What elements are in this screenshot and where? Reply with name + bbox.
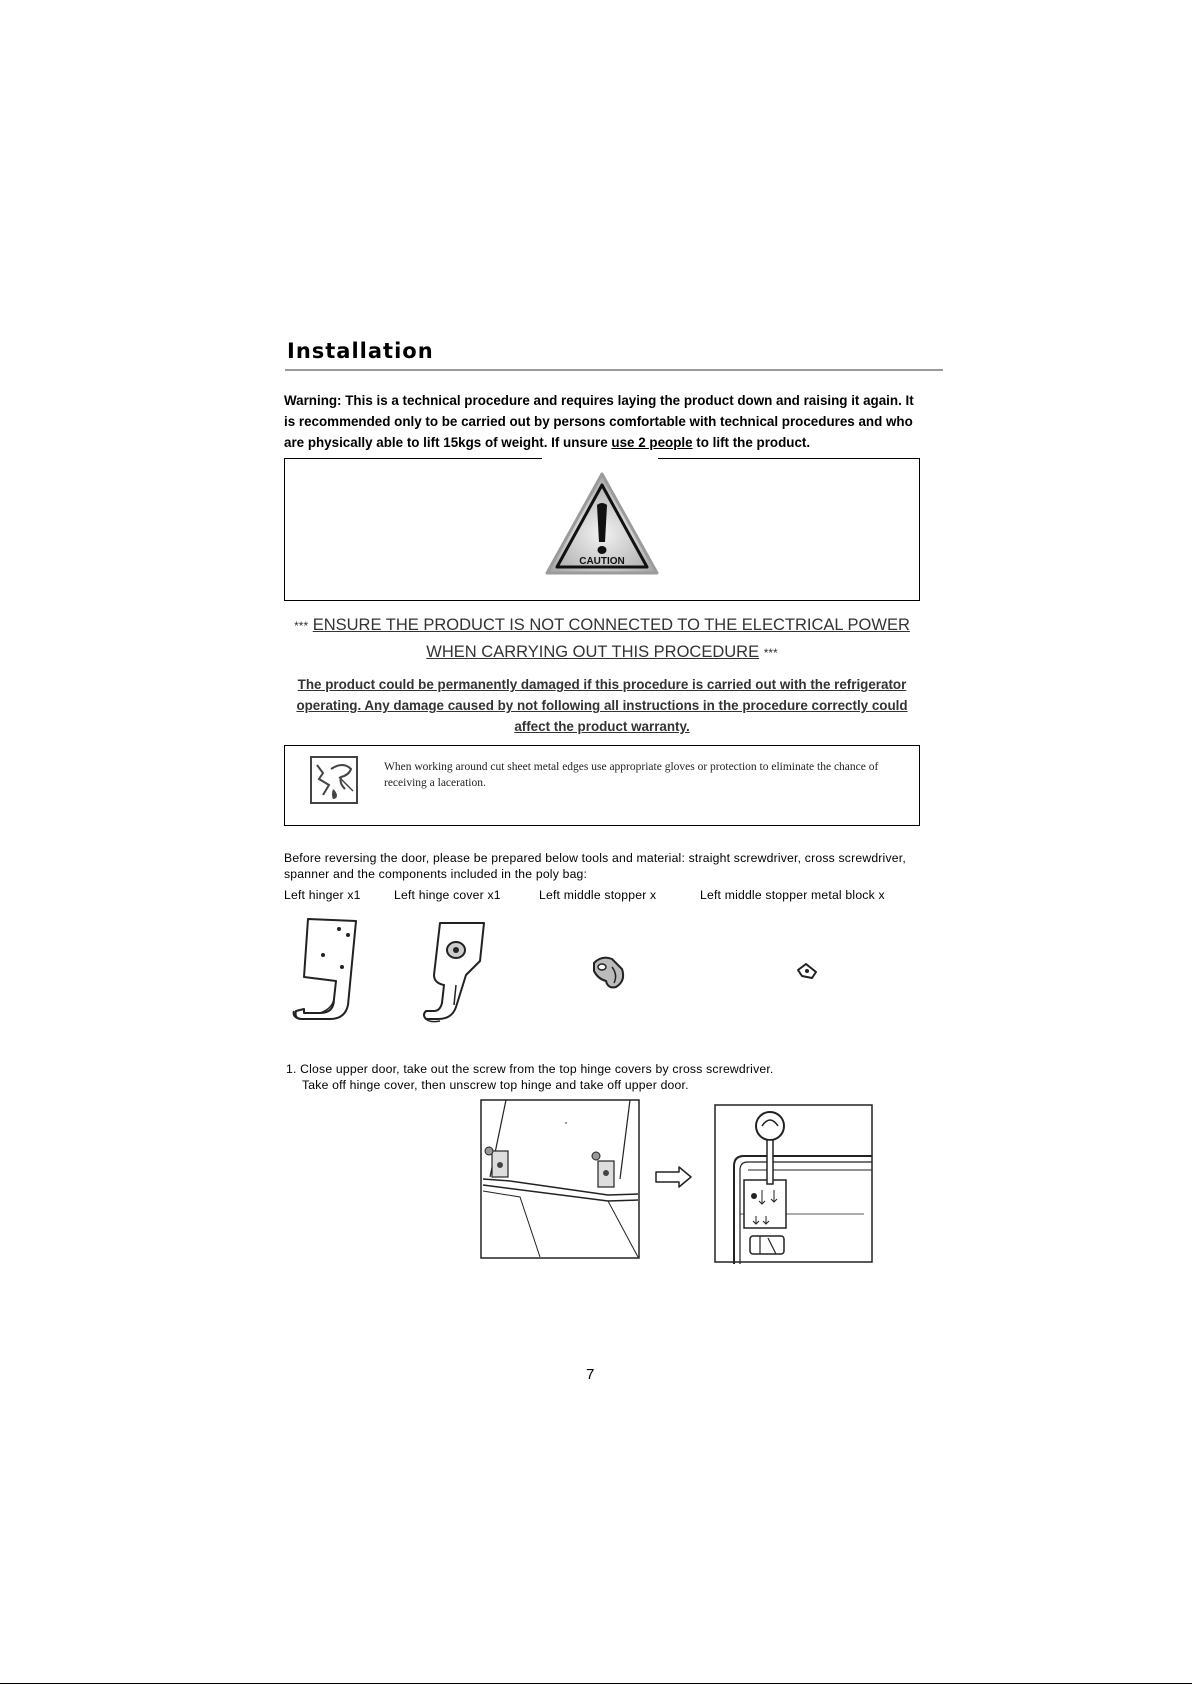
ensure-line-1: ENSURE THE PRODUCT IS NOT CONNECTED TO THE ELECTRICAL POWER — [312, 616, 910, 634]
hinge-screwdriver-figure — [714, 1104, 874, 1264]
warning-underlined: use 2 people — [611, 435, 693, 450]
fridge-top-door-figure — [480, 1099, 641, 1259]
warning-text-after: to lift the product. — [692, 435, 811, 450]
title-divider — [285, 369, 943, 371]
stars-left: *** — [294, 619, 309, 633]
ensure-power-notice — [284, 612, 920, 666]
part-label-left-hinger: Left hinger x1 — [284, 888, 361, 902]
ensure-line-2: WHEN CARRYING OUT THIS PROCEDURE — [426, 643, 760, 661]
step-1-line-2: Take off hinge cover, then unscrew top hinge and take off upper door. — [302, 1078, 689, 1092]
page-title: Installation — [287, 339, 434, 363]
stars-right: *** — [763, 646, 778, 660]
caution-frame-gap — [542, 455, 658, 461]
warning-text-before: Warning: This is a technical procedure and requires laying the product down and raising it again. It is recommended only to be carried out by persons comfortable with technical procedures and who are physically able to lift 15kgs of weight. If unsure — [284, 393, 914, 450]
arrow-right-icon — [655, 1166, 693, 1188]
caution-triangle-icon — [544, 471, 660, 578]
bottom-divider — [0, 1683, 1192, 1684]
stopper-metal-block-drawing — [796, 962, 818, 980]
step-1-line-1: 1. Close upper door, take out the screw from the top hinge covers by cross screwdriver. — [286, 1062, 774, 1076]
left-hinger-drawing — [290, 915, 362, 1025]
step-1-instructions — [286, 1061, 926, 1093]
left-middle-stopper-drawing — [588, 953, 628, 991]
left-hinge-cover-drawing — [420, 915, 490, 1025]
cut-hazard-icon — [309, 755, 359, 805]
damage-notice: The product could be permanently damaged if this procedure is carried out with the refrigerator operating. Any damage caused by not following all instructions in the procedure correctly could affect the product warranty. — [296, 677, 908, 734]
glove-notice-text: When working around cut sheet metal edges use appropriate gloves or protection to eliminate the chance of receiving a laceration. — [384, 761, 879, 789]
caution-label: CAUTION — [579, 556, 625, 567]
part-label-left-hinge-cover: Left hinge cover x1 — [394, 888, 501, 902]
preparation-text: Before reversing the door, please be prepared below tools and material: straight screwdriver, cross screwdriver, spanner and the components included in the poly bag: — [284, 851, 906, 881]
page-number: 7 — [586, 1366, 595, 1383]
part-label-stopper-metal-block: Left middle stopper metal block x — [700, 888, 885, 902]
part-label-left-middle-stopper: Left middle stopper x — [539, 888, 657, 902]
warning-paragraph — [284, 390, 924, 453]
